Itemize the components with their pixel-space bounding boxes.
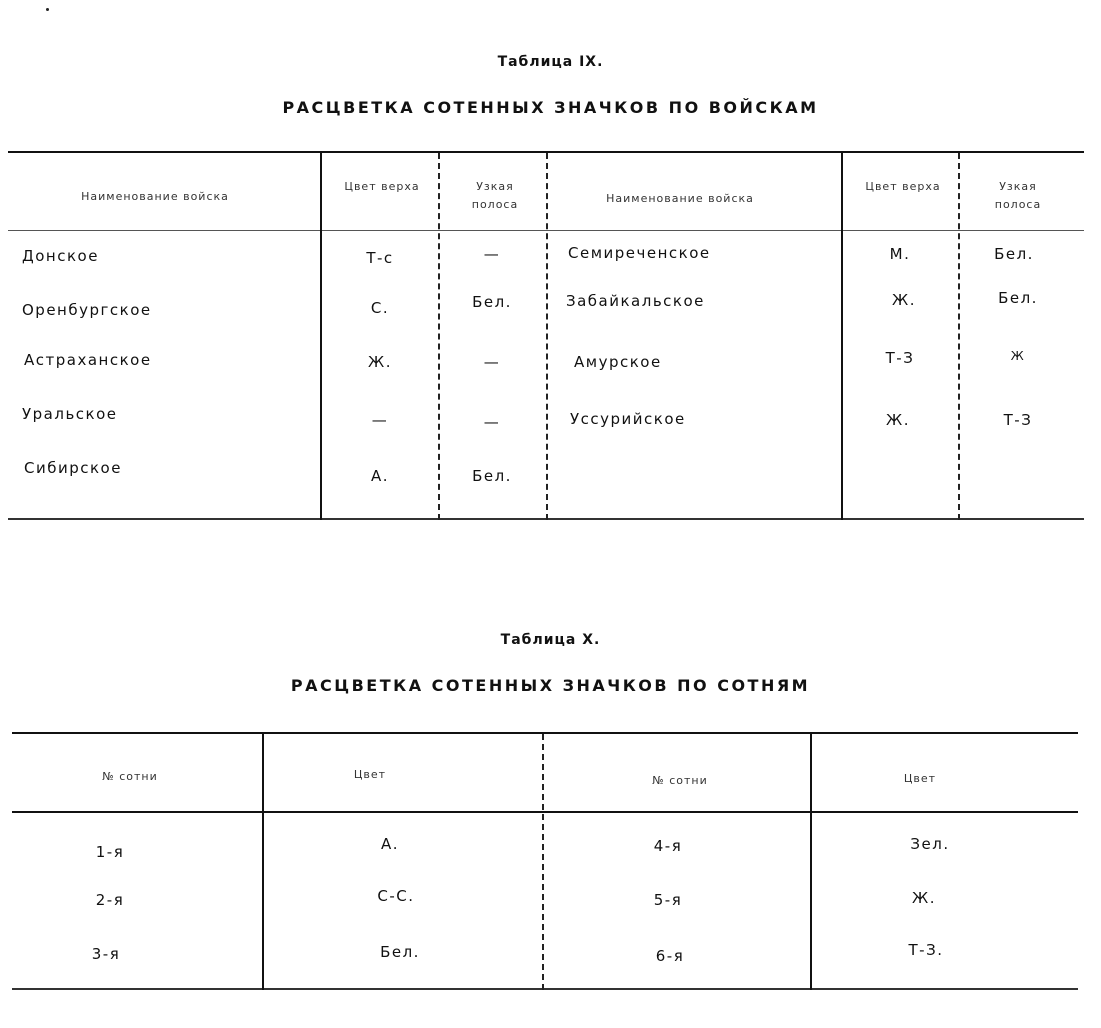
table-10-header-color: Цвет bbox=[903, 772, 937, 785]
table-9-top-color: С. bbox=[370, 299, 390, 317]
table-9-stripe: Ж bbox=[1010, 349, 1026, 363]
table-9-top-color: Ж. bbox=[892, 291, 916, 309]
table-9-header-top-color: Цвет верха bbox=[865, 180, 941, 193]
table-9-army-name: Забайкальское bbox=[566, 292, 705, 310]
table-10-sotnia-number: 3-я bbox=[91, 945, 121, 963]
table-10-header-number: № сотни bbox=[102, 770, 158, 783]
table-10-sotnia-number: 6-я bbox=[655, 947, 685, 965]
table-9-top-color: Т-З bbox=[885, 349, 915, 367]
table-9-divider bbox=[320, 153, 322, 520]
table-9-stripe: — bbox=[483, 353, 501, 371]
table-9-stripe: — bbox=[483, 413, 501, 431]
table-9-army-name: Уссурийское bbox=[570, 410, 686, 428]
table-9-header-stripe: Узкая полоса bbox=[994, 180, 1042, 211]
table-9-header-stripe: Узкая полоса bbox=[471, 180, 519, 211]
table-9-header-name: Наименование войска bbox=[606, 192, 754, 205]
table-9-army-name: Астраханское bbox=[24, 351, 152, 369]
table-9-top-color: Ж. bbox=[368, 353, 392, 371]
table-9-stripe: Бел. bbox=[994, 245, 1034, 263]
table-10-top-rule bbox=[12, 732, 1078, 734]
table-9-stripe: Бел. bbox=[472, 467, 512, 485]
table-10-sotnia-number: 4-я bbox=[653, 837, 683, 855]
table-10-header-color: Цвет bbox=[353, 768, 387, 781]
table-10-sotnia-number: 5-я bbox=[653, 891, 683, 909]
table-10-sotnia-number: 2-я bbox=[95, 891, 125, 909]
table-9-army-name: Уральское bbox=[22, 405, 118, 423]
table-10-divider bbox=[542, 734, 544, 990]
table-10-sotnia-number: 1-я bbox=[95, 843, 125, 861]
table-9-header-name: Наименование войска bbox=[81, 190, 229, 203]
table-9-stripe: Бел. bbox=[472, 293, 512, 311]
table-9-divider bbox=[546, 153, 548, 520]
table-10-sotnia-color: Зел. bbox=[910, 835, 950, 853]
table-10-sotnia-color: Ж. bbox=[912, 889, 936, 907]
table-9-top-color: М. bbox=[889, 245, 911, 263]
table-9-divider bbox=[841, 153, 843, 520]
table-9-top-color: Т-с bbox=[366, 249, 394, 267]
table-9-top-color: Ж. bbox=[886, 411, 910, 429]
table-9-divider bbox=[438, 153, 440, 520]
table-10-header-number: № сотни bbox=[652, 774, 708, 787]
table-9-header-top-color: Цвет верха bbox=[344, 180, 420, 193]
table-9-caption: Таблица IX. bbox=[497, 54, 604, 70]
table-9-army-name: Оренбургское bbox=[22, 301, 152, 319]
table-10-title: РАСЦВЕТКА СОТЕННЫХ ЗНАЧКОВ ПО СОТНЯМ bbox=[290, 676, 811, 695]
print-speck bbox=[46, 8, 49, 11]
table-9-army-name: Сибирское bbox=[24, 459, 122, 477]
table-10-caption: Таблица Х. bbox=[500, 632, 601, 648]
table-9-divider bbox=[958, 153, 960, 520]
table-10-sotnia-color: С-С. bbox=[377, 887, 415, 905]
table-10-divider bbox=[810, 734, 812, 990]
table-10-header-rule bbox=[12, 811, 1078, 813]
table-9-army-name: Семиреченское bbox=[568, 244, 711, 262]
table-9-stripe: Бел. bbox=[998, 289, 1038, 307]
table-10-bottom-rule bbox=[12, 988, 1078, 990]
table-9-army-name: Донское bbox=[22, 247, 99, 265]
table-10-sotnia-color: Бел. bbox=[380, 943, 420, 961]
table-10-sotnia-color: Т-З. bbox=[908, 941, 944, 959]
table-10-sotnia-color: А. bbox=[380, 835, 400, 853]
table-9-top-color: А. bbox=[370, 467, 390, 485]
table-9-top-color: — bbox=[371, 411, 389, 429]
table-9-title: РАСЦВЕТКА СОТЕННЫХ ЗНАЧКОВ ПО ВОЙСКАМ bbox=[282, 98, 819, 117]
table-9-stripe: Т-З bbox=[1003, 411, 1033, 429]
table-10-divider bbox=[262, 734, 264, 990]
table-9-stripe: — bbox=[483, 245, 501, 263]
table-9-army-name: Амурское bbox=[574, 353, 662, 371]
